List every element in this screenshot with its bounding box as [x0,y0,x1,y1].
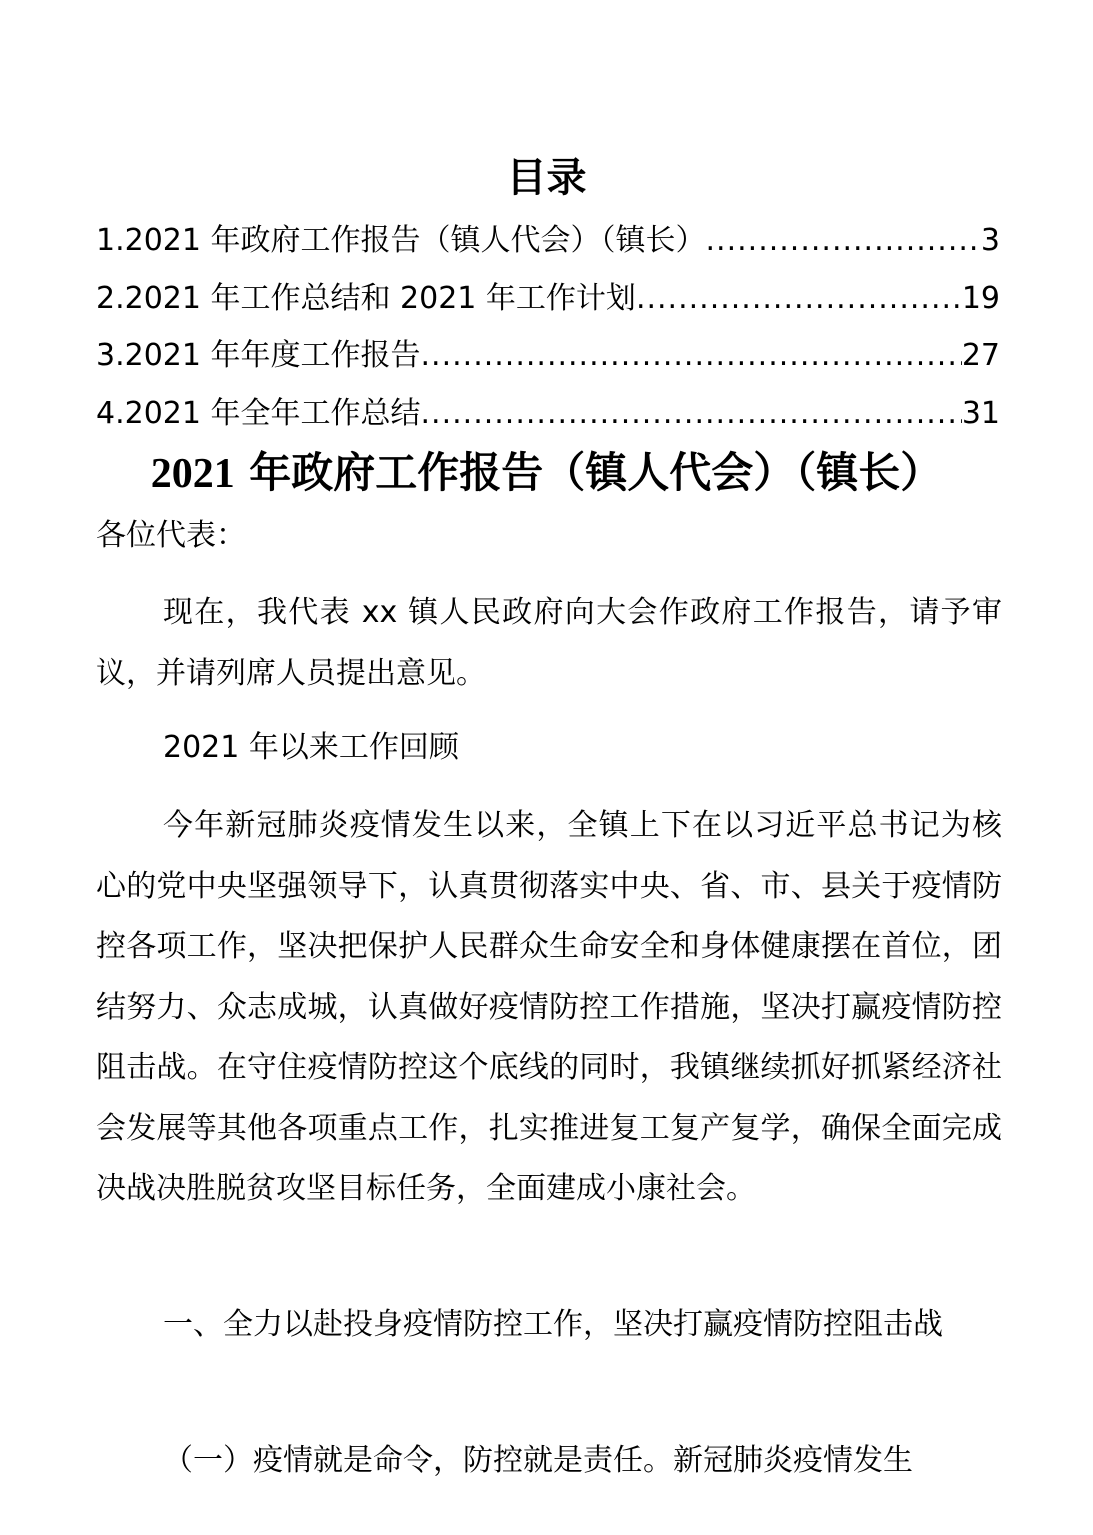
toc-title: 目录 [506,155,587,201]
toc-item-page: 19 [961,280,1000,316]
paragraph: （一）疫情就是命令，防控就是责任。新冠肺炎疫情发生 [163,1443,913,1478]
toc-leader-dots [636,270,962,328]
section-heading: 2021 年以来工作回顾 [163,730,459,765]
toc-item[interactable] [96,327,1000,385]
paragraph: 今年新冠肺炎疫情发生以来，全镇上下在以习近平总书记为核心的党中央坚强领导下，认真贯彻落实中央、省、市、县关于疫情防控各项工作，坚决把保护人民群众生命安全和身体健康摆在首位，团结努力、众志成城，认真做好疫情防控工作措施，坚决打赢疫情防控阻击战。在守住疫情防控这个底线的同时，我镇继续抓好抓紧经济社会发展等其他各项重点工作，扎实推进复工复产复学，确保全面完成决战决胜脱贫攻坚目标任务，全面建成小康社会。 [96,808,1002,1206]
toc-leader-dots [706,212,981,270]
toc-item[interactable] [96,212,1000,270]
toc-item-label: 4.2021 年全年工作总结 [96,396,421,432]
toc-item-page: 27 [961,338,1000,374]
section-heading: 一、全力以赴投身疫情防控工作，坚决打赢疫情防控阻击战 [163,1307,943,1342]
toc-leader-dots [421,385,962,443]
toc-item-page: 31 [961,396,1000,432]
document-title-text: 年政府工作报告（镇人代会）（镇长） [234,448,943,497]
toc-item-label: 1.2021 年政府工作报告（镇人代会）（镇长） [96,223,706,258]
table-of-contents [96,212,1000,443]
toc-item-label: 2.2021 年工作总结和 2021 年工作计划 [96,280,636,316]
document-title [0,440,1093,507]
document-title-year: 2021 [150,451,235,497]
salutation: 各位代表： [96,518,246,553]
paragraph: 现在，我代表 xx 镇人民政府向大会作政府工作报告，请予审议，并请列席人员提出意见。 [96,595,1002,691]
toc-item[interactable] [96,385,1000,443]
toc-item-page: 3 [980,223,1000,258]
toc-item-label: 3.2021 年年度工作报告 [96,338,421,374]
toc-leader-dots [421,327,962,385]
toc-item[interactable] [96,270,1000,328]
